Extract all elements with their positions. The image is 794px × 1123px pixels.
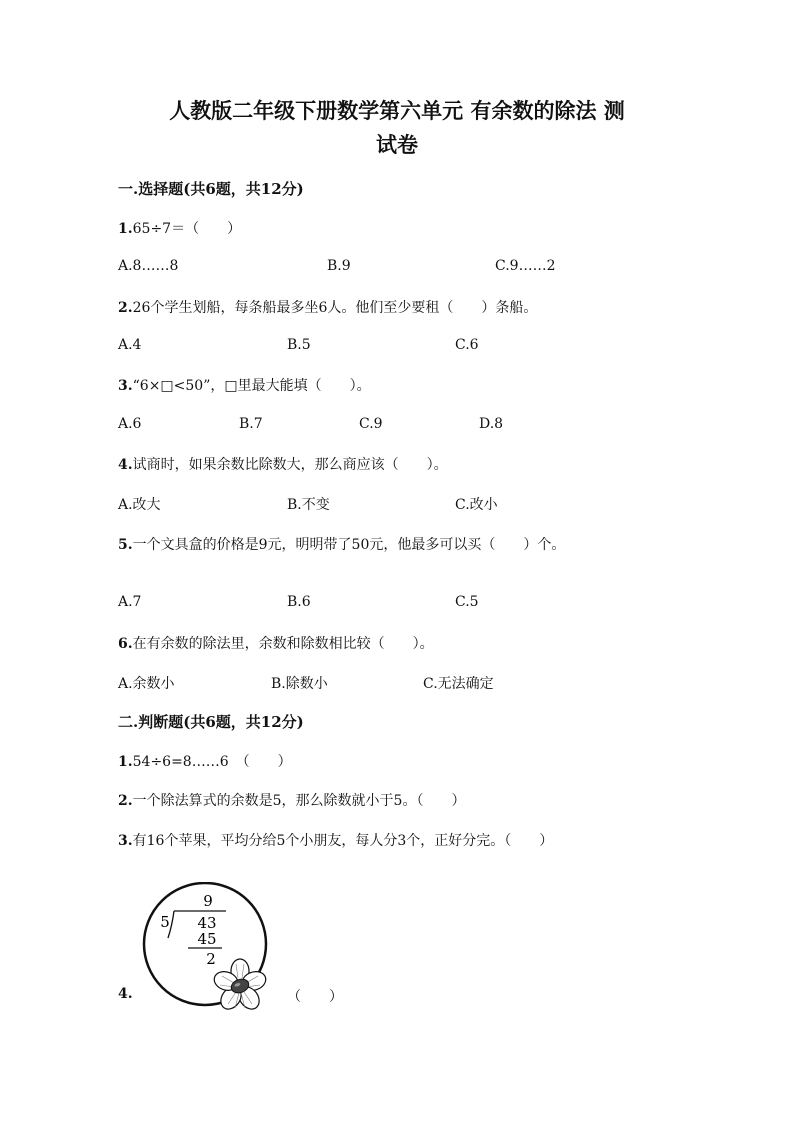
question-number: 3. [118,833,133,849]
option-a: A.4 [118,337,142,353]
question-number: 1. [118,221,133,237]
question-text: 一个除法算式的余数是5，那么除数就小于5。（ ） [132,793,466,809]
page-title-line1: 人教版二年级下册数学第六单元 有余数的除法 测 [169,98,625,123]
question-5 [118,534,565,554]
option-c: C.无法确定 [423,676,494,692]
question-number: 2. [118,793,133,809]
section-heading-judgment: 二.判断题(共6题，共12分) [118,713,304,731]
option-c: C.改小 [455,497,498,513]
option-b: B.5 [287,337,311,353]
section-heading-choice: 一.选择题(共6题，共12分) [118,180,304,198]
question-text: 有16个苹果，平均分给5个小朋友，每人分3个，正好分完。（ ） [132,833,554,849]
division-figure [138,882,278,1022]
product-text: 45 [197,930,217,948]
question-number: 5. [118,537,133,553]
judge-question-4-number: 4. [118,986,133,1002]
divisor-text: 5 [160,913,170,931]
question-number: 6. [118,636,133,652]
option-a: A.8……8 [118,258,179,274]
option-c: C.9 [359,416,383,432]
dividend-text: 43 [197,914,217,932]
option-b: B.9 [327,258,351,274]
question-text: 在有余数的除法里，余数和除数相比较（ ）。 [132,636,434,652]
question-2 [118,297,537,317]
question-text: “6×□<50”，□里最大能填（ ）。 [132,378,371,394]
option-b: B.除数小 [271,676,328,692]
question-text: 54÷6=8……6 （ ） [132,754,292,770]
question-3 [118,375,371,395]
option-a: A.7 [118,594,142,610]
page-title-line2: 试卷 [376,132,418,157]
option-b: B.不变 [287,497,330,513]
option-c: C.5 [455,594,479,610]
judge-question-4-blank: （ ） [287,989,343,1005]
remainder-text: 2 [206,950,216,968]
quotient-text: 9 [203,892,213,910]
judge-question-2 [118,790,465,810]
flower-icon [212,959,268,1013]
question-text: 26个学生划船，每条船最多坐6人。他们至少要租（ ）条船。 [132,300,538,316]
option-d: D.8 [479,416,504,432]
option-b: B.7 [239,416,263,432]
question-text: 试商时，如果余数比除数大，那么商应该（ ）。 [132,457,448,473]
judge-question-3 [118,830,553,850]
division-circle-illustration [138,882,278,1018]
judge-question-1 [118,751,292,771]
option-c: C.9……2 [495,258,556,274]
question-number: 1. [118,754,133,770]
option-a: A.6 [118,416,142,432]
question-text: 65÷7＝（ ） [132,221,242,237]
question-6 [118,633,434,653]
option-b: B.6 [287,594,311,610]
question-4 [118,454,448,474]
option-a: A.改大 [118,497,161,513]
option-c: C.6 [455,337,479,353]
option-a: A.余数小 [118,676,175,692]
question-text: 一个文具盒的价格是9元，明明带了50元，他最多可以买（ ）个。 [132,537,566,553]
question-number: 4. [118,457,133,473]
question-1 [118,218,241,238]
question-number: 2. [118,300,133,316]
question-number: 3. [118,378,133,394]
